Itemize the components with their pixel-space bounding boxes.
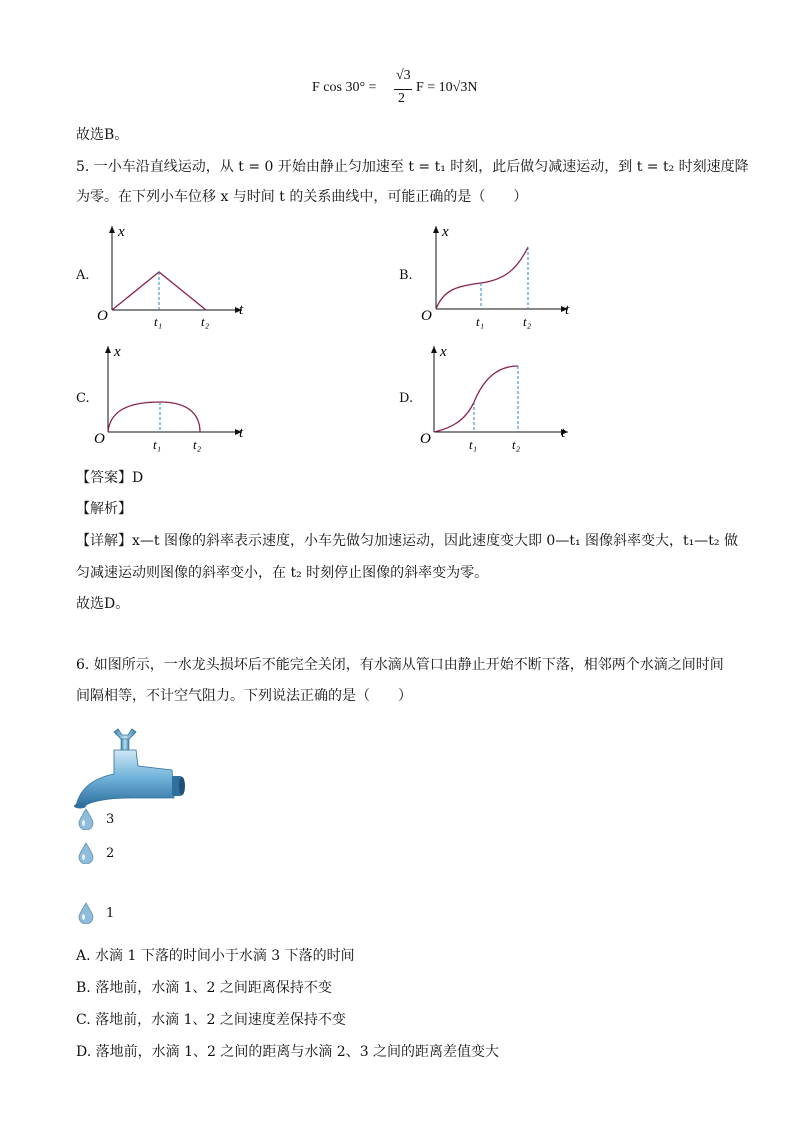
q5-answer-line: [76, 468, 143, 488]
q5-c-t2: t₂: [193, 437, 202, 452]
q5-option-b-label[interactable]: B.: [399, 268, 413, 283]
q5-d-xaxis-label: t: [561, 425, 566, 441]
q5-a-yaxis-label: x: [118, 224, 125, 240]
q5-b-t1: t₁: [476, 314, 485, 329]
q5-a-origin: O: [97, 308, 108, 324]
q5-d-t2: t₂: [512, 437, 521, 452]
q5-c-t1: t₁: [153, 437, 162, 452]
formula-rhs: F = 10√3N: [416, 80, 478, 95]
water-drop-icon: [78, 808, 94, 830]
q5-graph-b: [418, 222, 578, 332]
q6-option-a[interactable]: A. 水滴 1 下落的时间小于水滴 3 下落的时间: [76, 948, 355, 964]
q5-d-yaxis-label: x: [440, 344, 447, 360]
formula-numerator: √3: [396, 68, 411, 83]
q5-stem-line1: 5. 一小车沿直线运动，从 t = 0 开始由静止匀加速至 t = t₁ 时刻，此后做匀减速运动，到 t = t₂ 时刻速度降: [76, 159, 749, 175]
water-drop-1: [78, 902, 114, 924]
formula-block: [312, 68, 512, 112]
q5-b-origin: O: [421, 308, 432, 324]
q5-b-xaxis-label: t: [565, 302, 570, 318]
formula-fraction-bar: [394, 89, 412, 90]
water-drop-2-label: 2: [106, 845, 115, 861]
q5-stem-line2: 为零。在下列小车位移 x 与时间 t 的关系曲线中，可能正确的是（ ）: [76, 189, 528, 205]
q5-conclusion: 故选D。: [76, 596, 130, 612]
q5-detail-line2: 匀减速运动则图像的斜率变小，在 t₂ 时刻停止图像的斜率变为零。: [76, 565, 489, 581]
q5-c-yaxis-label: x: [114, 344, 121, 360]
q5-curve-b: [436, 247, 528, 309]
q5-answer-value: D: [132, 470, 144, 486]
q5-b-t2: t₂: [523, 314, 532, 329]
water-drop-3: [78, 808, 114, 830]
q5-a-t1: t₁: [154, 314, 163, 329]
q5-a-t2: t₂: [201, 314, 210, 329]
q5-option-d-label[interactable]: D.: [399, 391, 414, 406]
q5-graph-d: [418, 342, 578, 454]
q5-graph-c: [92, 342, 252, 454]
q5-curve-c: [108, 402, 200, 432]
q5-c-xaxis-label: t: [239, 425, 244, 441]
q5-answer-tag: 【答案】: [76, 470, 132, 486]
q5-d-t1: t₁: [469, 437, 478, 452]
q6-option-b[interactable]: B. 落地前，水滴 1、2 之间距离保持不变: [76, 980, 332, 996]
water-drop-1-label: 1: [106, 905, 115, 921]
water-drop-icon: [78, 902, 94, 924]
q6-stem-line1: 6. 如图所示，一水龙头损坏后不能完全关闭，有水滴从管口由静止开始不断下落，相邻两个水滴之间时间: [76, 657, 724, 673]
q5-detail-text1: x—t 图像的斜率表示速度，小车先做匀加速运动，因此速度变大即 0—t₁ 图像斜率变大，t₁—t₂ 做: [132, 533, 738, 549]
prev-answer-line: 故选B。: [76, 127, 129, 143]
water-drop-2: [78, 842, 114, 864]
q5-option-c-label[interactable]: C.: [76, 391, 90, 406]
q6-option-c[interactable]: C. 落地前，水滴 1、2 之间速度差保持不变: [76, 1012, 346, 1028]
q5-curve-d: [434, 366, 518, 432]
q5-d-origin: O: [420, 431, 431, 447]
water-drop-3-label: 3: [106, 811, 115, 827]
faucet-icon: [72, 726, 192, 812]
q5-a-xaxis-label: t: [239, 302, 244, 318]
q6-stem-line2: 间隔相等，不计空气阻力。下列说法正确的是（ ）: [76, 688, 412, 704]
formula-denominator: 2: [398, 91, 405, 106]
q5-c-origin: O: [94, 431, 105, 447]
q5-option-a-label[interactable]: A.: [76, 268, 90, 283]
q5-detail-tag: 【详解】: [76, 533, 132, 549]
q5-analysis-tag: 【解析】: [76, 501, 132, 517]
q5-graph-a: [92, 222, 252, 332]
q5-detail-line1: [76, 531, 738, 551]
water-drop-icon: [78, 842, 94, 864]
q5-b-yaxis-label: x: [442, 224, 449, 240]
q6-option-d[interactable]: D. 落地前，水滴 1、2 之间的距离与水滴 2、3 之间的距离差值变大: [76, 1044, 500, 1060]
formula-lhs: F cos 30° =: [312, 80, 377, 95]
